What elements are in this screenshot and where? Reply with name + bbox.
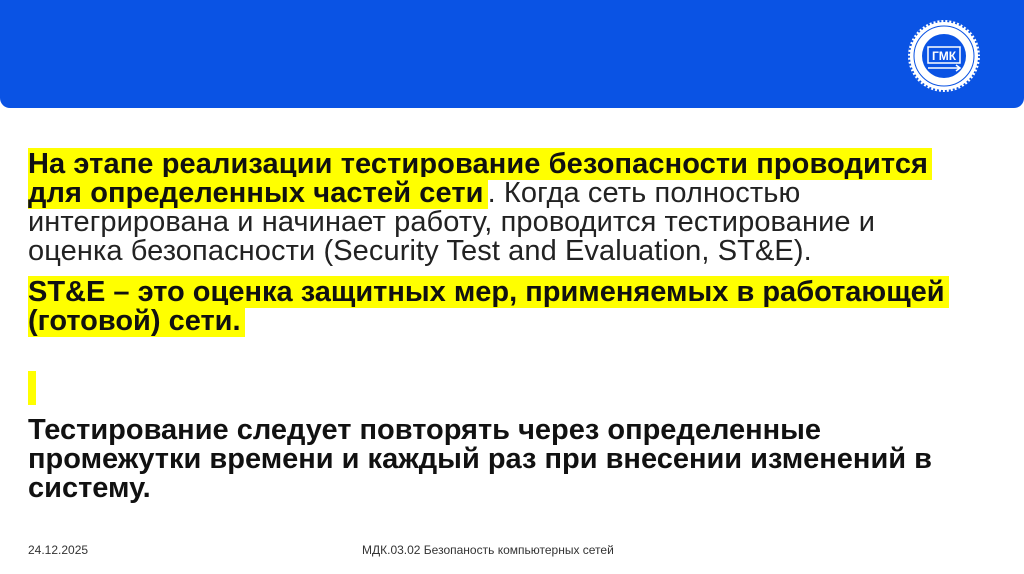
footer-date: 24.12.2025 [28, 543, 89, 557]
college-logo-icon [906, 18, 982, 94]
paragraph-1-rest: . Когда сеть полностью интегрирована и начинает работу, проводится тестирование и оценка безопасности (Security Test and Evaluation, ST&E). [28, 177, 876, 267]
paragraph-1 [28, 150, 968, 266]
header-band [0, 0, 1024, 108]
main-content [28, 150, 968, 336]
paragraph-3: Тестирование следует повторять через определенные промежутки времени и каждый раз при внесении изменений в систему. [28, 414, 932, 504]
footer-title: МДК.03.02 Безопаность компьютерных сетей [362, 543, 614, 557]
paragraph-1-highlight: На этапе реализации тестирование безопасности проводится для определенных частей сети [28, 148, 932, 209]
yellow-highlight-marker [28, 371, 36, 405]
paragraph-2-highlight: ST&E – это оценка защитных мер, применяемых в работающей (готовой) сети. [28, 276, 949, 337]
paragraph-2 [28, 278, 968, 336]
logo-text: ГМК [931, 49, 957, 63]
